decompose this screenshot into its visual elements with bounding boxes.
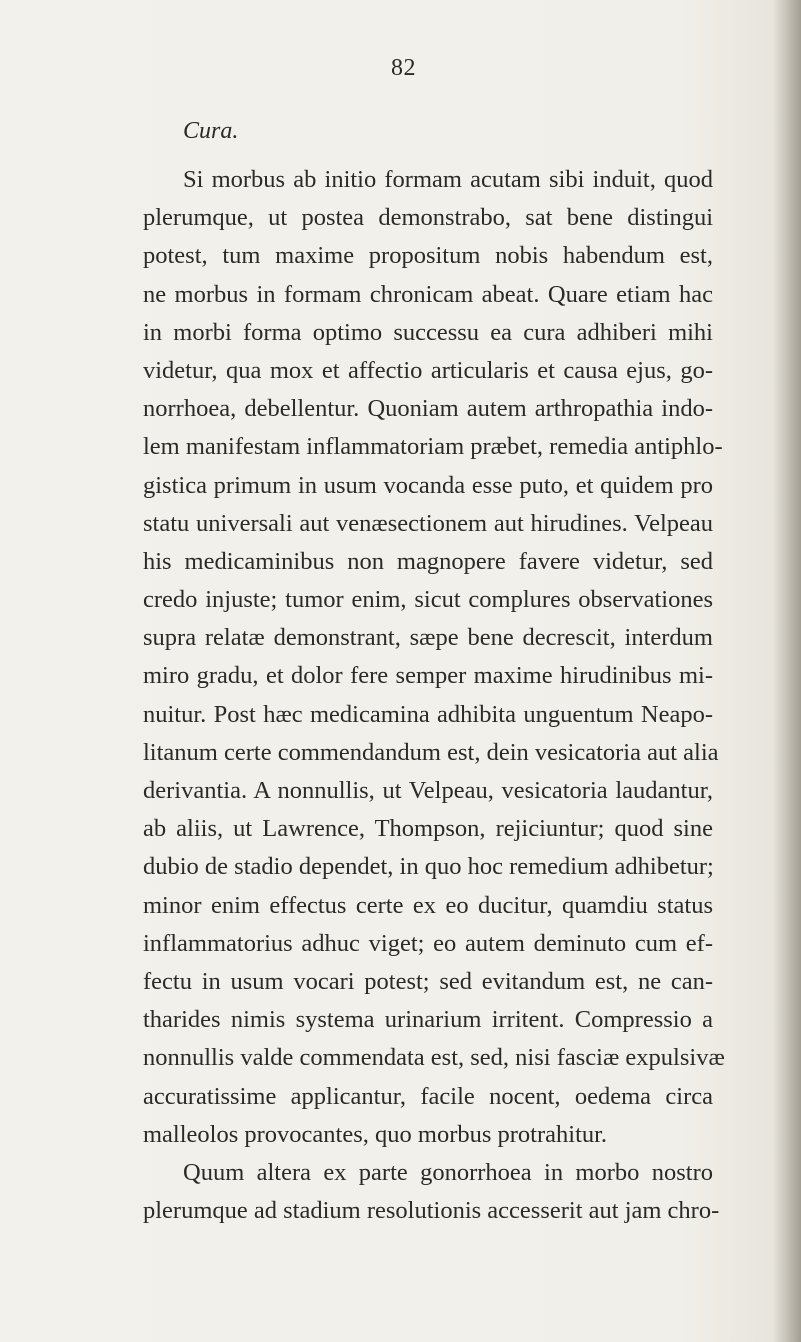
text-line: dubio de stadio dependet, in quo hoc remedium adhibetur; [143, 853, 714, 881]
text-line: Quum altera ex parte gonorrhoea in morbo nostro [183, 1158, 713, 1186]
text-line: derivantia. A nonnullis, ut Velpeau, vesicatoria laudantur, [143, 777, 713, 804]
text-line: gistica primum in usum vocanda esse puto, et quidem pro [143, 471, 713, 499]
text-line: ab aliis, ut Lawrence, Thompson, rejiciuntur; quod sine [143, 815, 713, 843]
text-line: fectu in usum vocari potest; sed evitandum est, ne can- [143, 967, 713, 995]
text-line: litanum certe commendandum est, dein vesicatoria aut alia [143, 738, 719, 766]
text-line: statu universali aut venæsectionem aut hirudines. Velpeau [143, 509, 713, 537]
text-line: videtur, qua mox et affectio articularis et causa ejus, go- [143, 356, 713, 384]
text-line: inflammatorius adhuc viget; eo autem deminuto cum ef- [143, 929, 713, 957]
text-line: Si morbus ab initio formam acutam sibi induit, quod [183, 166, 713, 193]
text-line: norrhoea, debellentur. Quoniam autem arthropathia indo- [143, 395, 713, 423]
text-line: minor enim effectus certe ex eo ducitur, quamdiu status [143, 891, 713, 919]
section-heading: Cura. [183, 118, 239, 144]
text-line: supra relatæ demonstrant, sæpe bene decrescit, interdum [143, 624, 713, 652]
text-line: ne morbus in formam chronicam abeat. Quare etiam hac [143, 280, 713, 308]
text-line: accuratissime applicantur, facile nocent, oedema circa [143, 1082, 713, 1110]
text-line: his medicaminibus non magnopere favere videtur, sed [143, 547, 713, 575]
text-line: credo injuste; tumor enim, sicut complures observationes [143, 586, 713, 614]
text-line: nonnullis valde commendata est, sed, nisi fasciæ expulsivæ [143, 1044, 725, 1072]
text-line: miro gradu, et dolor fere semper maxime hirudinibus mi- [143, 662, 713, 690]
text-line: tharides nimis systema urinarium irritent. Compressio a [143, 1006, 713, 1034]
text-line: nuitur. Post hæc medicamina adhibita unguentum Neapo- [143, 700, 713, 728]
text-line: malleolos provocantes, quo morbus protrahitur. [143, 1120, 608, 1148]
text-line: lem manifestam inflammatoriam præbet, remedia antiphlo- [143, 433, 723, 461]
text-line: plerumque, ut postea demonstrabo, sat bene distingui [143, 204, 713, 232]
page-number: 82 [391, 55, 416, 81]
page-edge-shadow [773, 0, 801, 1342]
text-line: potest, tum maxime propositum nobis habendum est, [143, 242, 713, 270]
text-line: in morbi forma optimo successu ea cura adhiberi mihi [143, 318, 713, 346]
text-line: plerumque ad stadium resolutionis accesserit aut jam chro- [143, 1197, 720, 1225]
body-text [143, 161, 725, 1230]
